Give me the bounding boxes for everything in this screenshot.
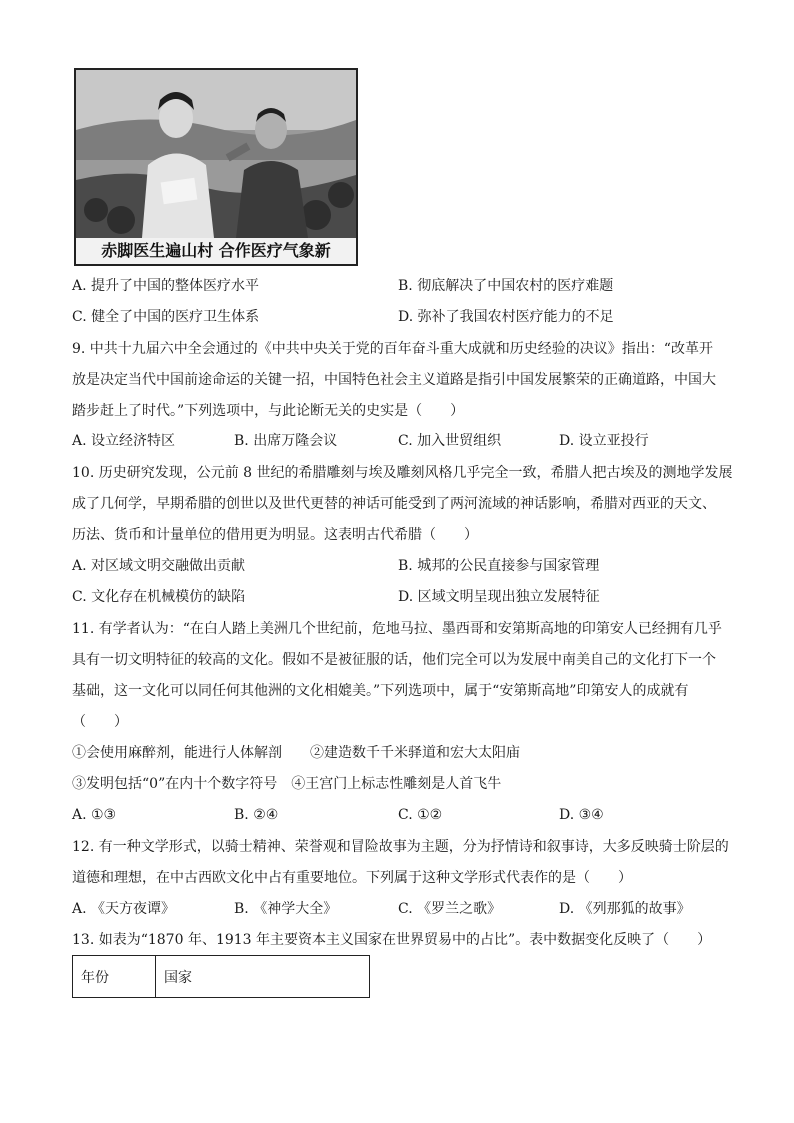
q9-option-a[interactable]: A. 设立经济特区 <box>72 433 176 449</box>
q10-stem-line-1: 10. 历史研究发现，公元前 8 世纪的希腊雕刻与埃及雕刻风格几乎完全一致，希腊人把古埃及的测地学发展 <box>72 465 733 481</box>
q11-option-b[interactable]: B. ②④ <box>234 807 279 823</box>
q11-option-a[interactable]: A. ①③ <box>72 807 117 823</box>
q12-option-b[interactable]: B. 《神学大全》 <box>234 901 338 917</box>
q12-stem-line-1: 12. 有一种文学形式，以骑士精神、荣誉观和冒险故事为主题，分为抒情诗和叙事诗，大多反映骑士阶层的 <box>72 839 729 855</box>
q12-option-a[interactable]: A. 《天方夜谭》 <box>72 901 176 917</box>
q9-stem-line-1: 9. 中共十九届六中全会通过的《中共中央关于党的百年奋斗重大成就和历史经验的决议》指出：“改革开 <box>72 341 713 357</box>
q12-stem-line-2: 道德和理想，在中古西欧文化中占有重要地位。下列属于这种文学形式代表作的是（ ） <box>72 870 632 886</box>
q11-option-d[interactable]: D. ③④ <box>559 807 604 823</box>
q9-option-b[interactable]: B. 出席万隆会议 <box>234 433 338 449</box>
q8-option-c[interactable]: C. 健全了中国的医疗卫生体系 <box>72 309 260 325</box>
q11-stem-line-3: 基础，这一文化可以同任何其他洲的文化相媲美。”下列选项中，属于“安第斯高地”印第安人的成就有 <box>72 683 689 699</box>
q9-stem-line-3: 踏步赶上了时代。”下列选项中，与此论断无关的史实是（ ） <box>72 403 465 419</box>
photo-caption: 赤脚医生遍山村 合作医疗气象新 <box>76 238 356 264</box>
q9-option-c[interactable]: C. 加入世贸组织 <box>398 433 502 449</box>
q12-option-c[interactable]: C. 《罗兰之歌》 <box>398 901 502 917</box>
q13-table <box>72 955 370 998</box>
table-header-country: 国家 <box>156 956 370 998</box>
q11-stem-line-2: 具有一切文明特征的较高的文化。假如不是被征服的话，他们完全可以为发展中南美自己的文化打下一个 <box>72 652 716 668</box>
q8-option-d[interactable]: D. 弥补了我国农村医疗能力的不足 <box>398 309 614 325</box>
photo-scene <box>76 70 356 238</box>
q11-stem-line-4: （ ） <box>72 714 128 730</box>
q10-option-d[interactable]: D. 区域文明呈现出独立发展特征 <box>398 589 600 605</box>
q10-option-b[interactable]: B. 城邦的公民直接参与国家管理 <box>398 558 600 574</box>
q11-stem-line-1: 11. 有学者认为：“在白人踏上美洲几个世纪前，危地马拉、墨西哥和安第斯高地的印第安人已经拥有几乎 <box>72 621 722 637</box>
q10-option-a[interactable]: A. 对区域文明交融做出贡献 <box>72 558 246 574</box>
q9-option-d[interactable]: D. 设立亚投行 <box>559 433 649 449</box>
q10-stem-line-3: 历法、货币和计量单位的借用更为明显。这表明古代希腊（ ） <box>72 527 478 543</box>
q12-option-d[interactable]: D. 《列那狐的故事》 <box>559 901 691 917</box>
q11-item-line-1: ①会使用麻醉剂，能进行人体解剖 ②建造数千千米驿道和宏大太阳庙 <box>72 745 520 761</box>
q8-option-b[interactable]: B. 彻底解决了中国农村的医疗难题 <box>398 278 614 294</box>
q10-option-c[interactable]: C. 文化存在机械模仿的缺陷 <box>72 589 246 605</box>
table-header-row <box>73 956 370 998</box>
q13-stem-line-1: 13. 如表为“1870 年、1913 年主要资本主义国家在世界贸易中的占比”。表中数据变化反映了（ ） <box>72 932 712 948</box>
q11-item-line-2: ③发明包括“0”在内十个数字符号 ④王宫门上标志性雕刻是人首飞牛 <box>72 776 502 792</box>
q9-stem-line-2: 放是决定当代中国前途命运的关键一招，中国特色社会主义道路是指引中国发展繁荣的正确道路，中国大 <box>72 372 716 388</box>
q10-stem-line-2: 成了几何学，早期希腊的创世以及世代更替的神话可能受到了两河流域的神话影响，希腊对西亚的天文、 <box>72 496 716 512</box>
question-8-photo <box>74 68 358 266</box>
q8-option-a[interactable]: A. 提升了中国的整体医疗水平 <box>72 278 260 294</box>
q11-option-c[interactable]: C. ①② <box>398 807 443 823</box>
table-header-year: 年份 <box>73 956 156 998</box>
